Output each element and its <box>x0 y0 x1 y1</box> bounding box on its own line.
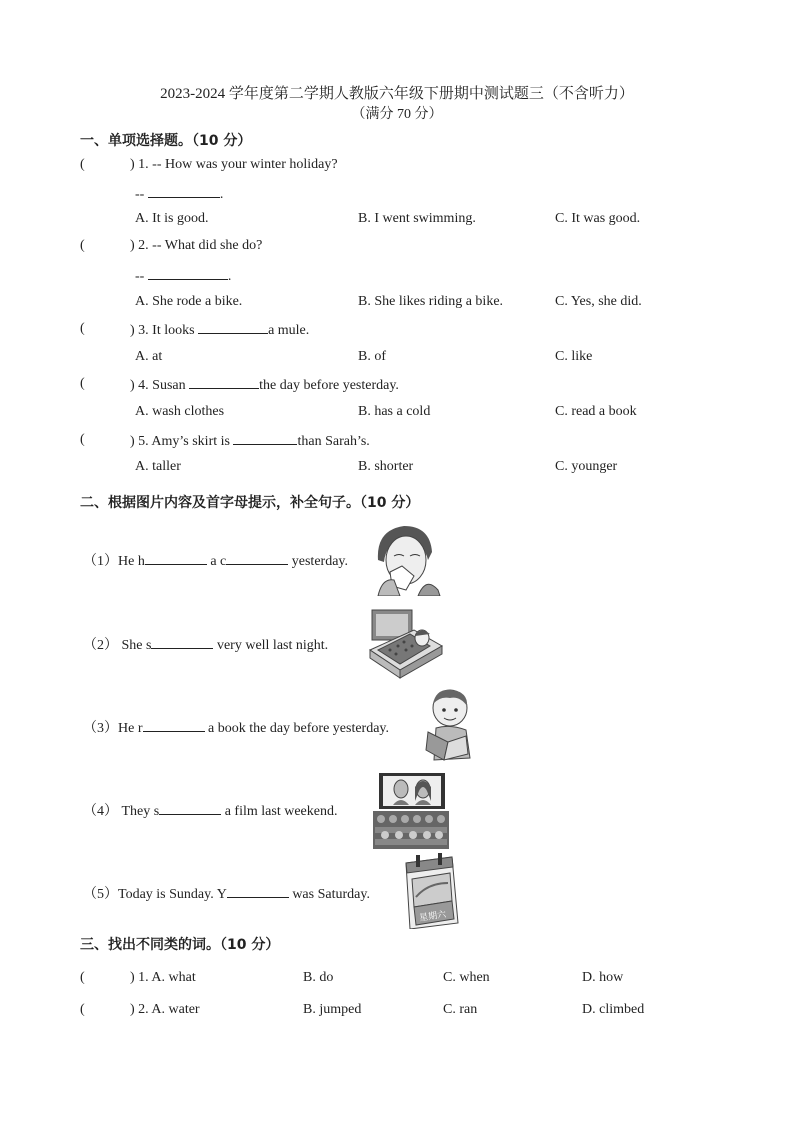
answer-paren-q2: ( ) 2. -- What did she do? <box>80 238 263 253</box>
answer-blank[interactable] <box>143 719 205 732</box>
option-q2-a[interactable]: A. She rode a bike. <box>135 294 243 309</box>
calendar-saturday-image <box>402 853 460 929</box>
boy-reading-image <box>420 686 478 764</box>
option-s3q1-d[interactable]: D. how <box>582 970 624 985</box>
option-q5-b[interactable]: B. shorter <box>358 459 414 474</box>
fill-item-4: （4） They s a film last weekend. <box>83 804 338 819</box>
fill-item-5: （5）Today is Sunday. Y was Saturday. <box>83 887 370 902</box>
answer-blank[interactable] <box>148 267 228 280</box>
fill-item-3: （3）He r a book the day before yesterday. <box>83 721 390 736</box>
fill-item-1: （1）He h a c yesterday. <box>83 554 348 569</box>
man-with-tissue-image <box>368 520 443 596</box>
option-q5-a[interactable]: A. taller <box>135 459 181 474</box>
answer-blank[interactable] <box>148 185 220 198</box>
answer-paren-s3q2: ( ) 2. A. water <box>80 1002 200 1017</box>
option-q3-a[interactable]: A. at <box>135 349 163 364</box>
option-s3q1-b[interactable]: B. do <box>303 970 334 985</box>
answer-blank[interactable] <box>159 802 221 815</box>
answer-blank[interactable] <box>227 885 289 898</box>
sleeping-in-bed-image <box>364 606 444 680</box>
cinema-image <box>373 771 449 849</box>
answer-blank[interactable] <box>145 552 207 565</box>
answer-blank[interactable] <box>198 321 268 334</box>
option-q1-b[interactable]: B. I went swimming. <box>358 211 476 226</box>
option-q2-b[interactable]: B. She likes riding a bike. <box>358 294 504 309</box>
answer-paren-q1: ( ) 1. -- How was your winter holiday? <box>80 157 338 172</box>
option-q4-b[interactable]: B. has a cold <box>358 404 431 419</box>
option-q3-c[interactable]: C. like <box>555 349 593 364</box>
answer-blank[interactable] <box>189 376 259 389</box>
reply-q2: -- . <box>135 269 232 284</box>
answer-blank[interactable] <box>226 552 288 565</box>
section2-heading: 二、根据图片内容及首字母提示，补全句子。（10 分） <box>80 495 420 511</box>
answer-blank[interactable] <box>151 636 213 649</box>
option-q3-b[interactable]: B. of <box>358 349 386 364</box>
option-q4-c[interactable]: C. read a book <box>555 404 637 419</box>
reply-q1: -- . <box>135 187 224 202</box>
answer-paren-q3: ( ) 3. It looks a mule. <box>80 321 310 338</box>
answer-paren-s3q1: ( ) 1. A. what <box>80 970 196 985</box>
answer-paren-q5: ( ) 5. Amy’s skirt is than Sarah’s. <box>80 432 370 449</box>
option-s3q1-c[interactable]: C. when <box>443 970 490 985</box>
option-s3q2-c[interactable]: C. ran <box>443 1002 478 1017</box>
section1-heading: 一、单项选择题。（10 分） <box>80 133 252 149</box>
option-s3q2-d[interactable]: D. climbed <box>582 1002 645 1017</box>
page-title: 2023-2024 学年度第二学期人教版六年级下册期中测试题三（不含听力） <box>160 86 634 102</box>
page-subtitle: （满分 70 分） <box>351 107 443 122</box>
section3-heading: 三、找出不同类的词。（10 分） <box>80 937 280 953</box>
calendar-label: 星期六 <box>418 910 447 924</box>
answer-paren-q4: ( ) 4. Susan the day before yesterday. <box>80 376 399 393</box>
answer-blank[interactable] <box>233 432 297 445</box>
option-q1-c[interactable]: C. It was good. <box>555 211 641 226</box>
option-q2-c[interactable]: C. Yes, she did. <box>555 294 642 309</box>
fill-item-2: （2） She s very well last night. <box>83 638 329 653</box>
option-q5-c[interactable]: C. younger <box>555 459 618 474</box>
option-q1-a[interactable]: A. It is good. <box>135 211 209 226</box>
option-q4-a[interactable]: A. wash clothes <box>135 404 225 419</box>
option-s3q2-b[interactable]: B. jumped <box>303 1002 362 1017</box>
